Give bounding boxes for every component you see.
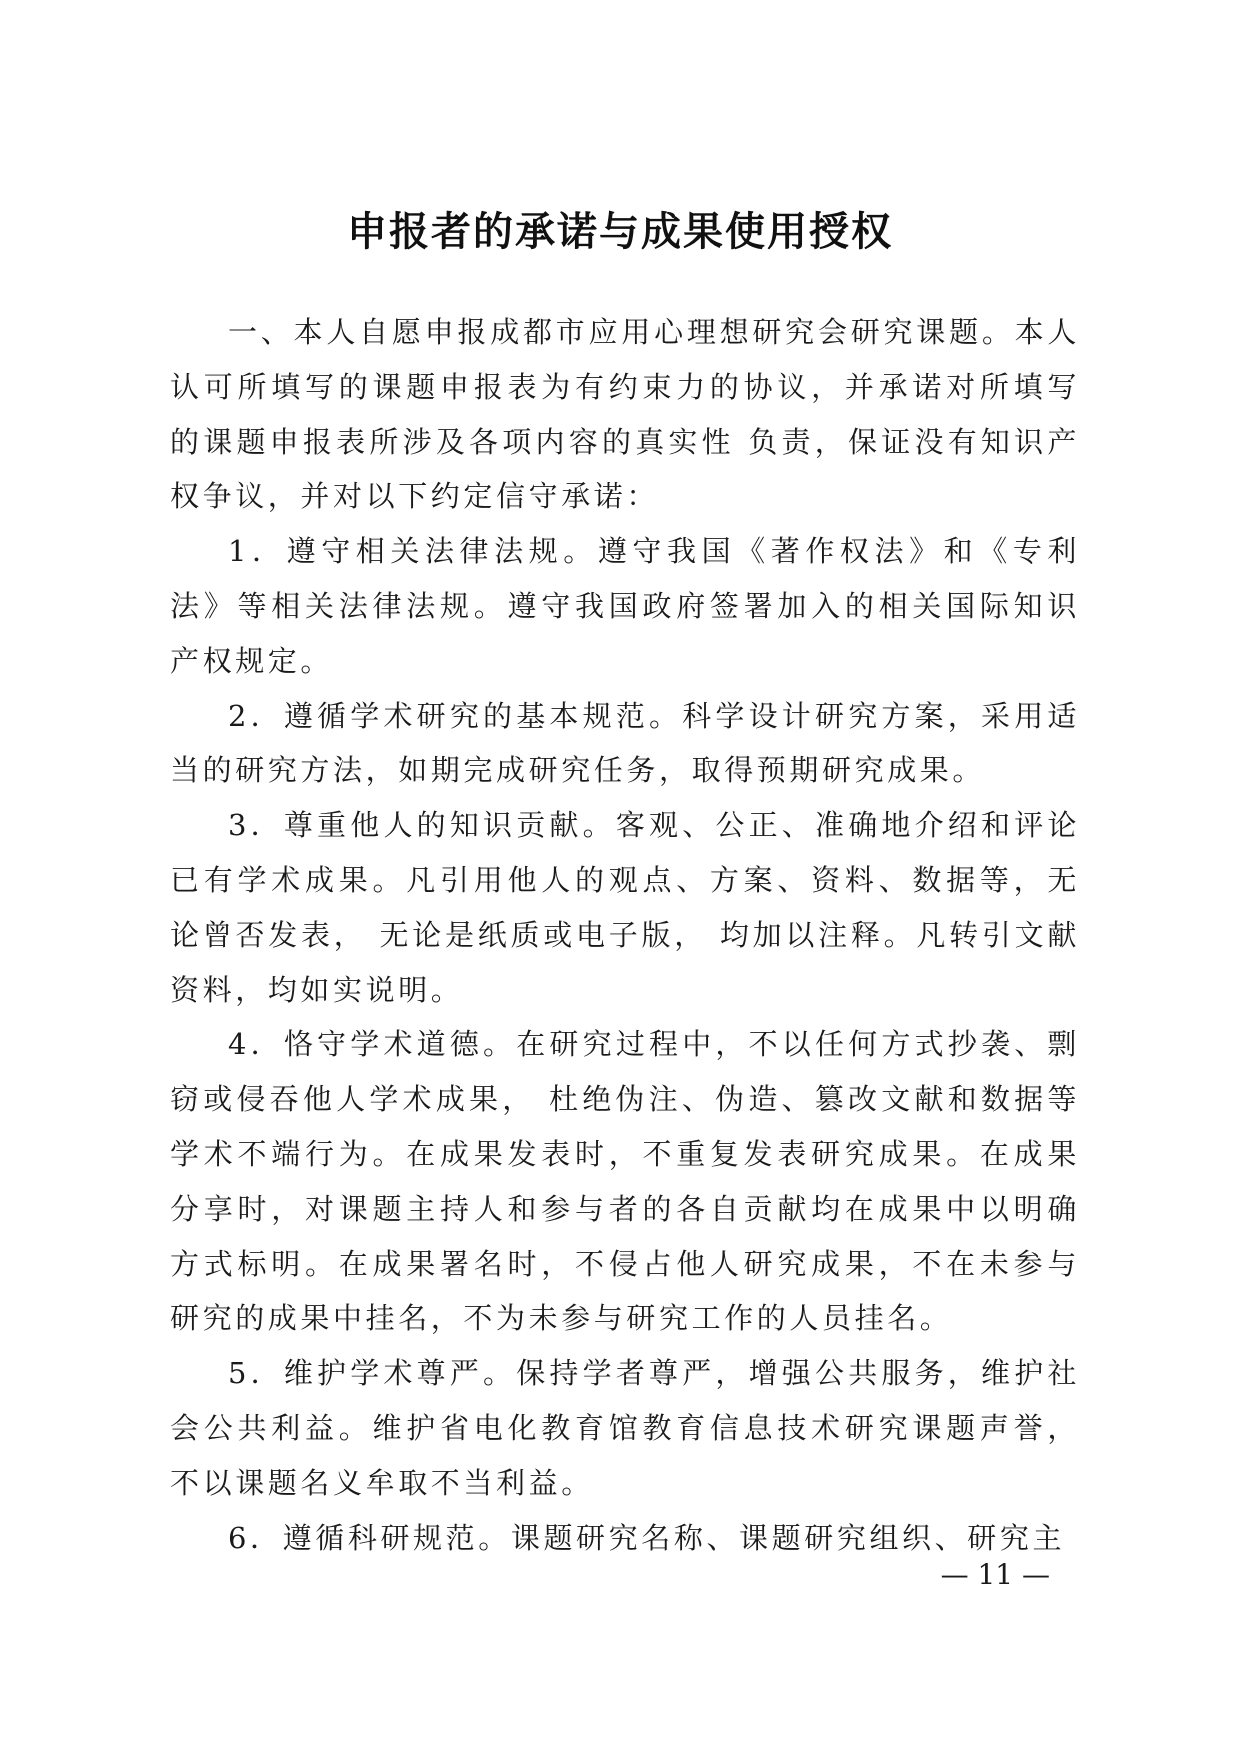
paragraph-item-1: 1．遵守相关法律法规。遵守我国《著作权法》和《专利法》等相关法律法规。遵守我国政府签署加入的相关国际知识产权规定。	[170, 534, 1080, 678]
paragraph-item-3: 3．尊重他人的知识贡献。客观、公正、准确地介绍和评论已有学术成果。凡引用他人的观点、方案、资料、数据等，无论曾否发表， 无论是纸质或电子版， 均加以注释。凡转引文献资料，均如实说明。	[170, 808, 1080, 1007]
document-body	[170, 305, 1080, 1565]
page-number-footer	[0, 1558, 1240, 1591]
paragraph-item-5: 5．维护学术尊严。保持学者尊严，增强公共服务，维护社会公共利益。维护省电化教育馆教育信息技术研究课题声誉，不以课题名义牟取不当利益。	[170, 1356, 1080, 1500]
paragraph-intro: 一、本人自愿申报成都市应用心理想研究会研究课题。本人认可所填写的课题申报表为有约束力的协议，并承诺对所填写的课题申报表所涉及各项内容的真实性 负责，保证没有知识产权争议，并对以下约定信守承诺：	[170, 315, 1080, 514]
paragraph-item-2: 2．遵循学术研究的基本规范。科学设计研究方案，采用适当的研究方法，如期完成研究任务，取得预期研究成果。	[170, 698, 1080, 788]
page-title: 申报者的承诺与成果使用授权	[347, 209, 893, 255]
page-number: — 11 —	[940, 1558, 1050, 1591]
paragraph-item-4: 4．恪守学术道德。在研究过程中，不以任何方式抄袭、剽窃或侵吞他人学术成果， 杜绝伪注、伪造、篡改文献和数据等学术不端行为。在成果发表时，不重复发表研究成果。在成果分享时，对课题主持人和参与者的各自贡献均在成果中以明确方式标明。在成果署名时，不侵占他人研究成果，不在未参与研究的成果中挂名，不为未参与研究工作的人员挂名。	[170, 1027, 1080, 1336]
paragraph-item-6: 6．遵循科研规范。课题研究名称、课题研究组织、研究主	[228, 1520, 1066, 1555]
